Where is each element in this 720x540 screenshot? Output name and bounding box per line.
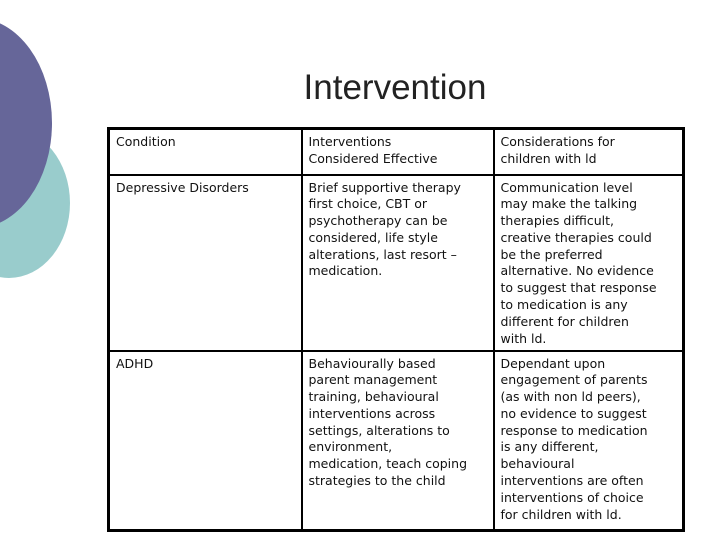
considerations-cell: Dependant upon engagement of parents (as with non ld peers), no evidence to suggest response to medication is any different, behavioural interventions are often interventions of choice for children with ld. xyxy=(494,351,684,531)
condition-cell: Depressive Disorders xyxy=(109,175,302,351)
slide-title: Intervention xyxy=(303,68,487,107)
table-header-row xyxy=(109,129,684,175)
header-considerations: Considerations for children with ld xyxy=(494,129,684,175)
interventions-cell: Behaviourally based parent management training, behavioural interventions across settings, alterations to environment, medication, teach coping strategies to the child xyxy=(302,351,494,531)
header-interventions: Interventions Considered Effective xyxy=(302,129,494,175)
interventions-cell: Brief supportive therapy first choice, CBT or psychotherapy can be considered, life style alterations, last resort – medication. xyxy=(302,175,494,351)
condition-cell: ADHD xyxy=(109,351,302,531)
considerations-cell: Communication level may make the talking therapies difficult, creative therapies could be the preferred alternative. No evidence to suggest that response to medication is any different for children with ld. xyxy=(494,175,684,351)
decorative-circles xyxy=(0,0,80,290)
intervention-table xyxy=(107,127,685,532)
table-row xyxy=(109,175,684,351)
table-row xyxy=(109,351,684,531)
header-condition: Condition xyxy=(109,129,302,175)
